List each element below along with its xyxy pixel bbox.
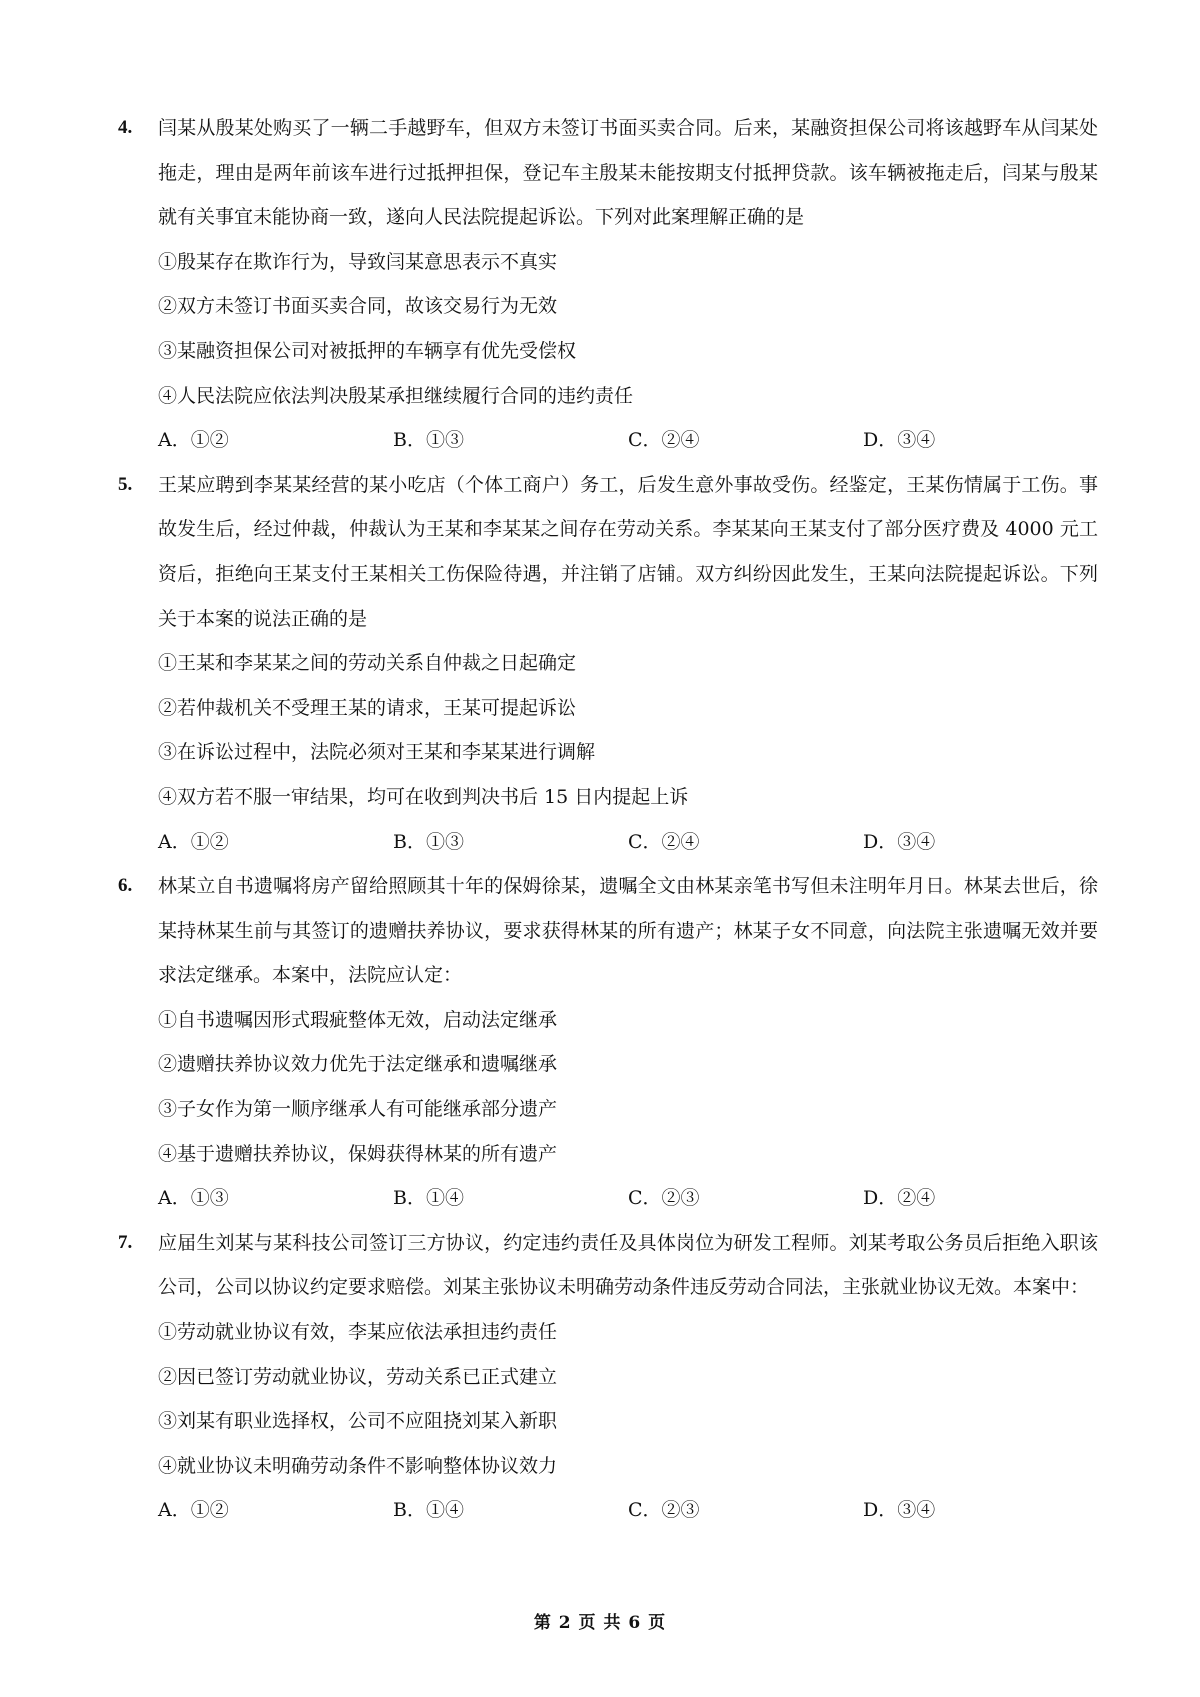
question-stem: 林某立自书遗嘱将房产留给照顾其十年的保姆徐某，遗嘱全文由林某亲笔书写但未注明年月日。林某去世后，徐某持林某生前与其签订的遗赠扶养协议，要求获得林某的所有遗产；林某子女不同意，向法院主张遗嘱无效并要求法定继承。本案中，法院应认定： — [158, 875, 1098, 987]
statement-2: ②遗赠扶养协议效力优先于法定继承和遗嘱继承 — [158, 1053, 558, 1076]
option-c: C．②③ — [628, 1187, 700, 1210]
statement-1: ①王某和李某某之间的劳动关系自仲裁之日起确定 — [158, 652, 577, 675]
option-a: A．①② — [158, 1499, 229, 1522]
option-a: A．①② — [158, 830, 229, 853]
option-b: B．①③ — [393, 830, 464, 853]
statement-4: ④基于遗赠扶养协议，保姆获得林某的所有遗产 — [158, 1142, 558, 1165]
question-list — [118, 106, 1098, 1533]
question-6 — [118, 864, 1098, 1221]
statement-3: ③子女作为第一顺序继承人有可能继承部分遗产 — [158, 1098, 558, 1121]
option-d: D．③④ — [863, 830, 936, 853]
option-d: D．②④ — [863, 1187, 936, 1210]
question-4 — [118, 106, 1098, 463]
statement-4: ④双方若不服一审结果，均可在收到判决书后 15 日内提起上诉 — [158, 785, 689, 808]
question-number: 6. — [118, 875, 133, 897]
option-b: B．①④ — [393, 1187, 464, 1210]
answer-options — [158, 418, 1098, 463]
statement-3: ③刘某有职业选择权，公司不应阻挠刘某入新职 — [158, 1410, 558, 1433]
option-c: C．②③ — [628, 1499, 700, 1522]
statement-4: ④就业协议未明确劳动条件不影响整体协议效力 — [158, 1454, 558, 1477]
question-number: 4. — [118, 117, 133, 138]
question-number: 7. — [118, 1231, 133, 1253]
answer-options — [158, 1176, 1098, 1221]
question-stem: 王某应聘到李某某经营的某小吃店（个体工商户）务工，后发生意外事故受伤。经鉴定，王某伤情属于工伤。事故发生后，经过仲裁，仲裁认为王某和李某某之间存在劳动关系。李某某向王某支付了部分医疗费及 4000 元工资后，拒绝向王某支付王某相关工伤保险待遇，并注销了店铺。双方纠纷因此发生，王某向法院提起诉讼。下列关于本案的说法正确的是 — [158, 473, 1098, 630]
option-a: A．①② — [158, 429, 229, 452]
question-7 — [118, 1221, 1098, 1533]
question-stem: 闫某从殷某处购买了一辆二手越野车，但双方未签订书面买卖合同。后来，某融资担保公司将该越野车从闫某处拖走，理由是两年前该车进行过抵押担保，登记车主殷某未能按期支付抵押贷款。该车辆被拖走后，闫某与殷某就有关事宜未能协商一致，遂向人民法院提起诉讼。下列对此案理解正确的是 — [158, 117, 1098, 229]
statement-4: ④人民法院应依法判决殷某承担继续履行合同的违约责任 — [158, 384, 634, 407]
statement-2: ②双方未签订书面买卖合同，故该交易行为无效 — [158, 295, 558, 318]
option-d: D．③④ — [863, 1499, 936, 1522]
option-a: A．①③ — [158, 1187, 229, 1210]
option-c: C．②④ — [628, 429, 700, 452]
statement-3: ③某融资担保公司对被抵押的车辆享有优先受偿权 — [158, 339, 577, 362]
statement-3: ③在诉讼过程中，法院必须对王某和李某某进行调解 — [158, 741, 596, 764]
statement-1: ①自书遗嘱因形式瑕疵整体无效，启动法定继承 — [158, 1008, 558, 1031]
answer-options — [158, 820, 1098, 865]
option-b: B．①④ — [393, 1499, 464, 1522]
statement-2: ②因已签订劳动就业协议，劳动关系已正式建立 — [158, 1365, 558, 1388]
option-d: D．③④ — [863, 429, 936, 452]
question-number: 5. — [118, 473, 133, 495]
question-stem: 应届生刘某与某科技公司签订三方协议，约定违约责任及具体岗位为研发工程师。刘某考取公务员后拒绝入职该公司，公司以协议约定要求赔偿。刘某主张协议未明确劳动条件违反劳动合同法，主张就业协议无效。本案中： — [158, 1231, 1098, 1299]
answer-options — [158, 1488, 1098, 1533]
statement-2: ②若仲裁机关不受理王某的请求，王某可提起诉讼 — [158, 696, 577, 719]
option-b: B．①③ — [393, 429, 464, 452]
option-c: C．②④ — [628, 830, 700, 853]
statement-1: ①殷某存在欺诈行为，导致闫某意思表示不真实 — [158, 250, 558, 273]
page-footer: 第 2 页 共 6 页 — [533, 1613, 667, 1633]
question-5 — [118, 463, 1098, 864]
statement-1: ①劳动就业协议有效，李某应依法承担违约责任 — [158, 1321, 558, 1344]
